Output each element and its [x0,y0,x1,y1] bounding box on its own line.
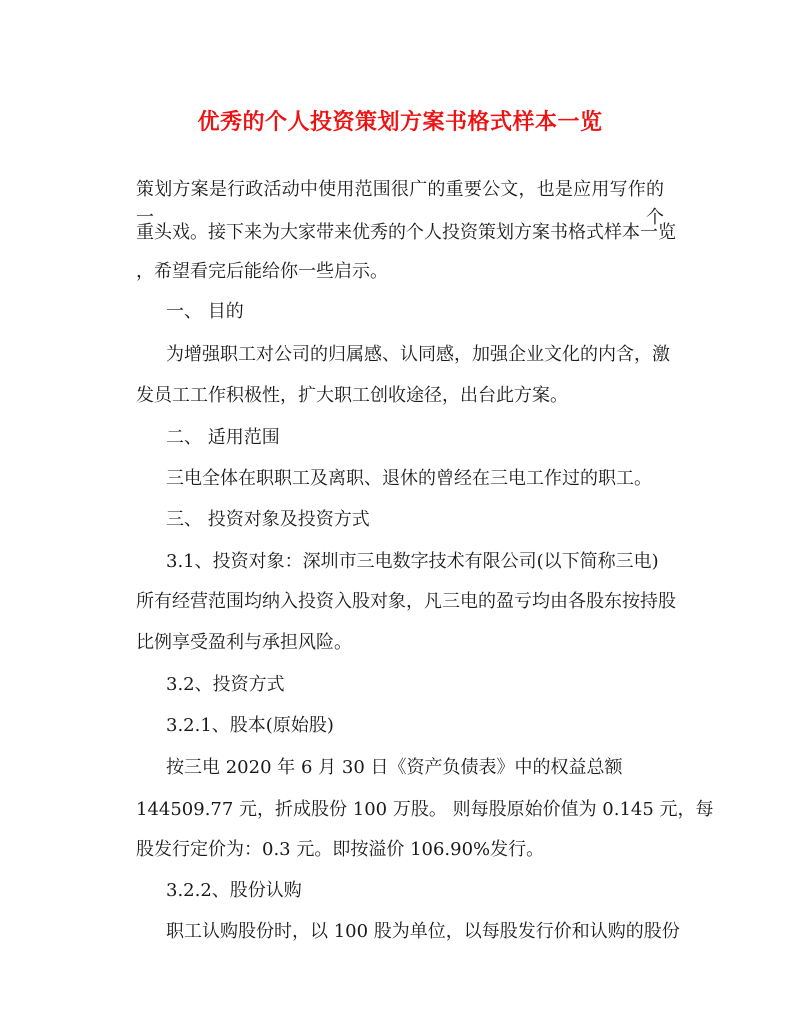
paragraph-line: 为增强职工对公司的归属感、认同感，加强企业文化的内含，激 [166,344,670,365]
paragraph-line: 职工认购股份时，以 100 股为单位，以每股发行价和认购的股份 [166,921,680,942]
subsection-heading: 3.2、投资方式 [166,674,285,695]
paragraph-line: 发员工工作积极性，扩大职工创收途径，出台此方案。 [136,385,568,406]
paragraph-line: 3.1、投资对象：深圳市三电数字技术有限公司(以下简称三电) [166,551,659,572]
paragraph-line: 股发行定价为：0.3 元。即按溢价 106.90%发行。 [136,839,545,860]
document-title: 优秀的个人投资策划方案书格式样本一览 [197,109,603,135]
paragraph-line: 比例享受盈利与承担风险。 [136,632,352,653]
section-heading: 三、 投资对象及投资方式 [166,509,370,530]
paragraph-line: 重头戏。接下来为大家带来优秀的个人投资策划方案书格式样本一览 [136,222,676,243]
paragraph-line: 按三电 2020 年 6 月 30 日《资产负债表》中的权益总额 [166,757,623,778]
paragraph-line: ，希望看完后能给你一些启示。 [136,261,388,282]
subsection-heading: 3.2.2、股份认购 [166,880,302,901]
paragraph-line: 所有经营范围均纳入投资入股对象，凡三电的盈亏均由各股东按持股 [136,591,676,612]
paragraph-line: 三电全体在职职工及离职、退休的曾经在三电工作过的职工。 [166,468,652,489]
section-heading: 一、 目的 [166,301,244,322]
paragraph-line: 策划方案是行政活动中使用范围很广的重要公文，也是应用写作的一个 [136,179,664,228]
subsection-heading: 3.2.1、股本(原始股) [166,715,334,736]
section-heading: 二、 适用范围 [166,427,280,448]
paragraph-line: 144509.77 元，折成股份 100 万股。 则每股原始价值为 0.145 元，每 [136,799,714,820]
